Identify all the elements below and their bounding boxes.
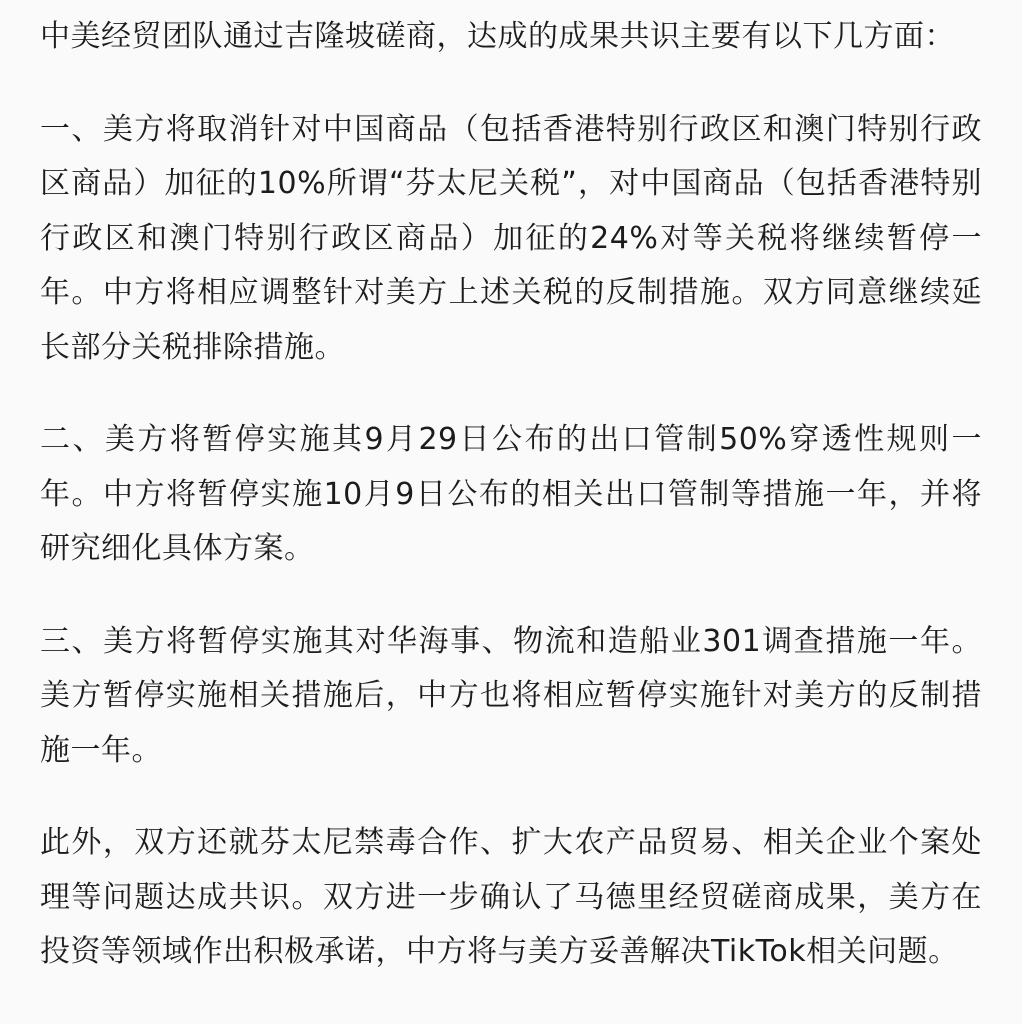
intro-paragraph: 中美经贸团队通过吉隆坡磋商，达成的成果共识主要有以下几方面： [40,19,955,54]
point-three-paragraph: 三、美方将暂停实施其对华海事、物流和造船业301调查措施一年。美方暂停实施相关措施后，中方也将相应暂停实施针对美方的反制措施一年。 [40,623,982,768]
closing-paragraph: 此外，双方还就芬太尼禁毒合作、扩大农产品贸易、相关企业个案处理等问题达成共识。双方进一步确认了马德里经贸磋商成果，美方在投资等领域作出积极承诺，中方将与美方妥善解决TikTok相关问题。 [40,825,982,969]
point-one-paragraph: 一、美方将取消针对中国商品（包括香港特别行政区和澳门特别行政区商品）加征的10%所谓“芬太尼关税”，对中国商品（包括香港特别行政区和澳门特别行政区商品）加征的24%对等关税将继续暂停一年。中方将相应调整针对美方上述关税的反制措施。双方同意继续延长部分关税排除措施。 [40,111,982,365]
point-two-paragraph: 二、美方将暂停实施其9月29日公布的出口管制50%穿透性规则一年。中方将暂停实施10月9日公布的相关出口管制等措施一年，并将研究细化具体方案。 [40,422,982,566]
